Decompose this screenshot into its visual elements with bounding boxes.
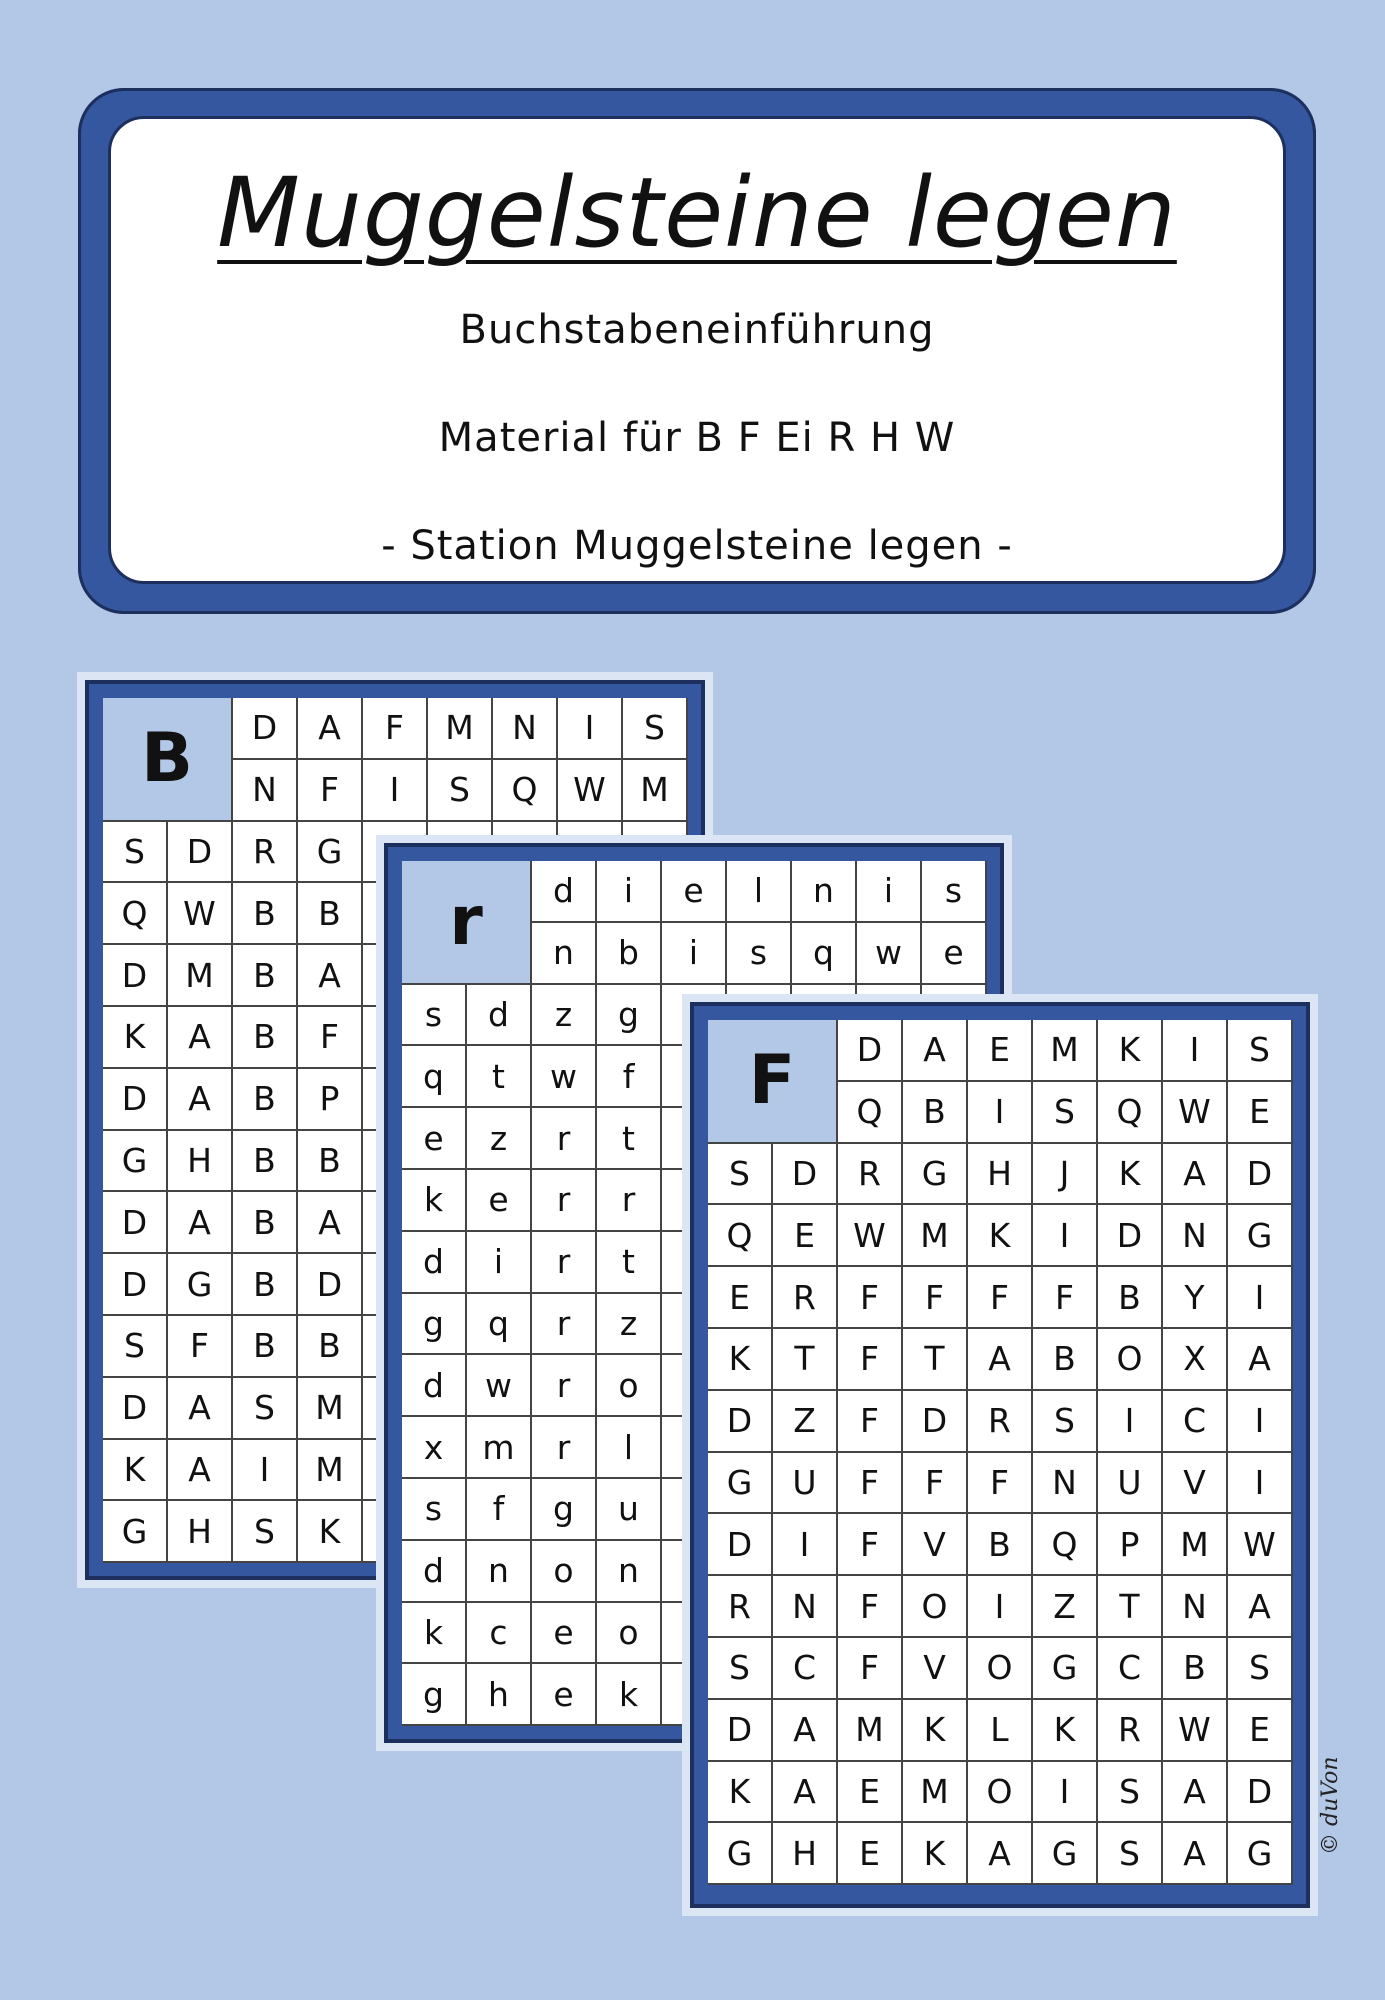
grid-cell: I: [558, 698, 623, 760]
grid-cell: d: [402, 1541, 467, 1603]
grid-cell: M: [903, 1205, 968, 1267]
grid-cell: R: [773, 1267, 838, 1329]
grid-cell: I: [1228, 1267, 1293, 1329]
grid-cell: M: [168, 945, 233, 1007]
grid-cell: J: [1033, 1144, 1098, 1206]
grid-cell: g: [532, 1479, 597, 1541]
grid-cell: g: [402, 1294, 467, 1356]
grid-cell: D: [103, 1254, 168, 1316]
grid-cell: M: [623, 760, 688, 822]
grid-cell: G: [903, 1144, 968, 1206]
grid-cell: B: [233, 1254, 298, 1316]
grid-cell: r: [532, 1417, 597, 1479]
grid-cell: k: [402, 1170, 467, 1232]
grid-cell: F: [838, 1391, 903, 1453]
grid-cell: E: [773, 1205, 838, 1267]
grid-cell: B: [233, 1131, 298, 1193]
grid-cell: T: [903, 1329, 968, 1391]
grid-cell: G: [103, 1501, 168, 1563]
grid-cell: L: [968, 1700, 1033, 1762]
grid-cell: A: [168, 1440, 233, 1502]
grid-cell: e: [532, 1664, 597, 1726]
grid-cell: r: [597, 1170, 662, 1232]
grid-cell: n: [597, 1541, 662, 1603]
grid-cell: D: [233, 698, 298, 760]
grid-cell: Q: [708, 1205, 773, 1267]
grid-cell: P: [298, 1069, 363, 1131]
grid-cell: S: [708, 1144, 773, 1206]
grid-cell: k: [597, 1664, 662, 1726]
grid-cell: D: [298, 1254, 363, 1316]
grid-cell: D: [903, 1391, 968, 1453]
grid-cell: D: [1228, 1762, 1293, 1824]
worksheet-f: [690, 1002, 1310, 1908]
grid-cell: D: [708, 1700, 773, 1762]
grid-cell: D: [103, 1192, 168, 1254]
grid-cell: G: [1033, 1823, 1098, 1885]
letter-grid: [708, 1020, 1293, 1885]
grid-cell: o: [597, 1603, 662, 1665]
grid-cell: V: [1163, 1453, 1228, 1515]
grid-cell: t: [597, 1108, 662, 1170]
grid-cell: e: [532, 1603, 597, 1665]
grid-cell: Y: [1163, 1267, 1228, 1329]
grid-cell: K: [298, 1501, 363, 1563]
grid-cell: O: [968, 1638, 1033, 1700]
grid-cell: r: [532, 1355, 597, 1417]
grid-cell: E: [838, 1823, 903, 1885]
grid-cell: M: [298, 1378, 363, 1440]
grid-cell: d: [532, 861, 597, 923]
grid-cell: W: [1228, 1514, 1293, 1576]
grid-cell: F: [968, 1453, 1033, 1515]
grid-cell: I: [968, 1082, 1033, 1144]
grid-cell: F: [838, 1576, 903, 1638]
grid-cell: A: [298, 1192, 363, 1254]
grid-cell: I: [233, 1440, 298, 1502]
grid-cell: S: [623, 698, 688, 760]
grid-cell: S: [708, 1638, 773, 1700]
grid-cell: A: [1228, 1329, 1293, 1391]
grid-cell: D: [103, 1378, 168, 1440]
grid-cell: E: [968, 1020, 1033, 1082]
grid-cell: H: [168, 1131, 233, 1193]
grid-cell: Z: [773, 1391, 838, 1453]
grid-cell: R: [233, 822, 298, 884]
grid-cell: r: [532, 1170, 597, 1232]
grid-cell: g: [402, 1664, 467, 1726]
grid-cell: Q: [493, 760, 558, 822]
grid-cell: A: [168, 1007, 233, 1069]
grid-cell: B: [1098, 1267, 1163, 1329]
grid-cell: I: [363, 760, 428, 822]
grid-cell: K: [103, 1007, 168, 1069]
grid-cell: K: [103, 1440, 168, 1502]
grid-cell: M: [1163, 1514, 1228, 1576]
grid-cell: b: [597, 923, 662, 985]
grid-cell: i: [662, 923, 727, 985]
grid-cell: A: [1228, 1576, 1293, 1638]
grid-cell: K: [708, 1762, 773, 1824]
grid-cell: l: [727, 861, 792, 923]
grid-cell: V: [903, 1514, 968, 1576]
grid-cell: D: [1098, 1205, 1163, 1267]
grid-cell: D: [1228, 1144, 1293, 1206]
grid-cell: D: [103, 1069, 168, 1131]
grid-cell: S: [103, 822, 168, 884]
grid-cell: K: [968, 1205, 1033, 1267]
grid-cell: G: [1228, 1823, 1293, 1885]
grid-cell: c: [467, 1603, 532, 1665]
grid-cell: z: [467, 1108, 532, 1170]
grid-cell: q: [792, 923, 857, 985]
grid-cell: V: [903, 1638, 968, 1700]
grid-cell: I: [1228, 1453, 1293, 1515]
grid-cell: e: [402, 1108, 467, 1170]
grid-cell: U: [1098, 1453, 1163, 1515]
grid-cell: D: [708, 1514, 773, 1576]
grid-cell: m: [467, 1417, 532, 1479]
grid-cell: e: [662, 861, 727, 923]
grid-cell: r: [532, 1108, 597, 1170]
grid-cell: F: [838, 1267, 903, 1329]
grid-cell: K: [903, 1823, 968, 1885]
grid-cell: E: [838, 1762, 903, 1824]
grid-cell: N: [1163, 1576, 1228, 1638]
grid-cell: s: [402, 1479, 467, 1541]
grid-cell: N: [1033, 1453, 1098, 1515]
grid-cell: A: [968, 1329, 1033, 1391]
grid-cell: F: [838, 1453, 903, 1515]
grid-cell: B: [1163, 1638, 1228, 1700]
grid-cell: M: [428, 698, 493, 760]
grid-cell: S: [1228, 1638, 1293, 1700]
grid-cell: S: [233, 1501, 298, 1563]
grid-cell: F: [903, 1453, 968, 1515]
grid-cell: R: [838, 1144, 903, 1206]
grid-cell: w: [532, 1046, 597, 1108]
grid-cell: s: [402, 985, 467, 1047]
grid-cell: B: [233, 1069, 298, 1131]
grid-cell: S: [428, 760, 493, 822]
target-letter: F: [708, 1020, 838, 1144]
grid-cell: A: [168, 1192, 233, 1254]
grid-cell: F: [1033, 1267, 1098, 1329]
grid-cell: W: [168, 883, 233, 945]
grid-cell: A: [298, 698, 363, 760]
grid-cell: D: [773, 1144, 838, 1206]
grid-cell: F: [363, 698, 428, 760]
grid-cell: U: [773, 1453, 838, 1515]
grid-cell: S: [1033, 1391, 1098, 1453]
grid-cell: A: [773, 1762, 838, 1824]
grid-cell: z: [532, 985, 597, 1047]
grid-cell: E: [708, 1267, 773, 1329]
grid-cell: f: [467, 1479, 532, 1541]
grid-cell: R: [968, 1391, 1033, 1453]
grid-cell: r: [532, 1232, 597, 1294]
grid-cell: o: [532, 1541, 597, 1603]
grid-cell: C: [773, 1638, 838, 1700]
grid-cell: B: [298, 883, 363, 945]
grid-cell: B: [233, 945, 298, 1007]
target-letter: B: [103, 698, 233, 822]
grid-cell: D: [708, 1391, 773, 1453]
grid-cell: I: [773, 1514, 838, 1576]
grid-cell: s: [727, 923, 792, 985]
grid-cell: C: [1163, 1391, 1228, 1453]
grid-cell: H: [968, 1144, 1033, 1206]
title-card: [108, 116, 1286, 584]
grid-cell: B: [233, 1007, 298, 1069]
grid-cell: u: [597, 1479, 662, 1541]
grid-cell: F: [838, 1329, 903, 1391]
grid-cell: x: [402, 1417, 467, 1479]
grid-cell: B: [233, 1316, 298, 1378]
grid-cell: Q: [1033, 1514, 1098, 1576]
grid-cell: I: [1163, 1020, 1228, 1082]
grid-cell: T: [1098, 1576, 1163, 1638]
grid-cell: G: [1033, 1638, 1098, 1700]
grid-cell: Q: [103, 883, 168, 945]
grid-cell: f: [597, 1046, 662, 1108]
grid-cell: O: [968, 1762, 1033, 1824]
grid-cell: X: [1163, 1329, 1228, 1391]
grid-cell: E: [1228, 1700, 1293, 1762]
grid-cell: H: [168, 1501, 233, 1563]
grid-cell: A: [298, 945, 363, 1007]
grid-cell: S: [103, 1316, 168, 1378]
grid-cell: n: [792, 861, 857, 923]
grid-cell: W: [1163, 1082, 1228, 1144]
grid-cell: G: [168, 1254, 233, 1316]
grid-cell: K: [708, 1329, 773, 1391]
grid-cell: A: [773, 1700, 838, 1762]
grid-cell: G: [298, 822, 363, 884]
grid-cell: O: [1098, 1329, 1163, 1391]
grid-cell: e: [922, 923, 987, 985]
grid-cell: M: [903, 1762, 968, 1824]
grid-cell: G: [103, 1131, 168, 1193]
grid-cell: e: [467, 1170, 532, 1232]
grid-cell: k: [402, 1603, 467, 1665]
grid-cell: B: [298, 1131, 363, 1193]
grid-cell: A: [168, 1378, 233, 1440]
grid-cell: F: [298, 1007, 363, 1069]
page-title: Muggelsteine legen: [217, 157, 1177, 269]
grid-cell: W: [838, 1205, 903, 1267]
grid-cell: I: [1098, 1391, 1163, 1453]
grid-cell: Q: [1098, 1082, 1163, 1144]
grid-cell: N: [493, 698, 558, 760]
grid-cell: G: [708, 1453, 773, 1515]
grid-cell: d: [467, 985, 532, 1047]
grid-cell: h: [467, 1664, 532, 1726]
grid-cell: I: [1228, 1391, 1293, 1453]
grid-cell: T: [773, 1329, 838, 1391]
grid-cell: S: [1033, 1082, 1098, 1144]
grid-cell: W: [558, 760, 623, 822]
grid-cell: F: [968, 1267, 1033, 1329]
material-line: Material für B F Ei R H W: [438, 415, 956, 461]
grid-cell: S: [233, 1378, 298, 1440]
grid-cell: W: [1163, 1700, 1228, 1762]
station-line: - Station Muggelsteine legen -: [381, 523, 1013, 569]
grid-cell: n: [532, 923, 597, 985]
grid-cell: H: [773, 1823, 838, 1885]
grid-cell: R: [1098, 1700, 1163, 1762]
grid-cell: F: [298, 760, 363, 822]
grid-cell: i: [597, 861, 662, 923]
grid-cell: D: [103, 945, 168, 1007]
grid-cell: t: [467, 1046, 532, 1108]
grid-cell: q: [467, 1294, 532, 1356]
subtitle: Buchstabeneinführung: [459, 307, 935, 353]
grid-cell: A: [1163, 1144, 1228, 1206]
grid-cell: P: [1098, 1514, 1163, 1576]
grid-cell: N: [1163, 1205, 1228, 1267]
grid-cell: F: [168, 1316, 233, 1378]
grid-cell: C: [1098, 1638, 1163, 1700]
grid-cell: S: [1098, 1823, 1163, 1885]
grid-cell: F: [838, 1514, 903, 1576]
grid-cell: R: [708, 1576, 773, 1638]
grid-cell: M: [298, 1440, 363, 1502]
grid-cell: G: [708, 1823, 773, 1885]
grid-cell: s: [922, 861, 987, 923]
copyright-mark: © duVon: [1318, 1756, 1343, 1855]
grid-cell: r: [532, 1294, 597, 1356]
grid-cell: B: [968, 1514, 1033, 1576]
grid-cell: S: [1228, 1020, 1293, 1082]
grid-cell: Z: [1033, 1576, 1098, 1638]
grid-cell: i: [857, 861, 922, 923]
grid-cell: B: [233, 883, 298, 945]
grid-cell: N: [773, 1576, 838, 1638]
grid-cell: F: [838, 1638, 903, 1700]
grid-cell: I: [1033, 1205, 1098, 1267]
grid-cell: w: [467, 1355, 532, 1417]
grid-cell: d: [402, 1355, 467, 1417]
grid-cell: N: [233, 760, 298, 822]
grid-cell: F: [903, 1267, 968, 1329]
grid-cell: g: [597, 985, 662, 1047]
grid-cell: S: [1098, 1762, 1163, 1824]
grid-cell: A: [1163, 1823, 1228, 1885]
grid-cell: D: [838, 1020, 903, 1082]
grid-cell: D: [168, 822, 233, 884]
grid-cell: K: [903, 1700, 968, 1762]
grid-cell: B: [1033, 1329, 1098, 1391]
grid-cell: o: [597, 1355, 662, 1417]
grid-cell: n: [467, 1541, 532, 1603]
grid-cell: d: [402, 1232, 467, 1294]
grid-cell: M: [838, 1700, 903, 1762]
grid-cell: q: [402, 1046, 467, 1108]
grid-cell: K: [1098, 1144, 1163, 1206]
grid-cell: K: [1098, 1020, 1163, 1082]
grid-cell: A: [168, 1069, 233, 1131]
grid-cell: E: [1228, 1082, 1293, 1144]
grid-cell: O: [903, 1576, 968, 1638]
grid-cell: w: [857, 923, 922, 985]
grid-cell: I: [1033, 1762, 1098, 1824]
grid-cell: Q: [838, 1082, 903, 1144]
grid-cell: A: [968, 1823, 1033, 1885]
grid-cell: B: [298, 1316, 363, 1378]
grid-cell: I: [968, 1576, 1033, 1638]
title-frame: [78, 88, 1316, 614]
grid-cell: t: [597, 1232, 662, 1294]
grid-cell: A: [903, 1020, 968, 1082]
target-letter: r: [402, 861, 532, 985]
grid-cell: A: [1163, 1762, 1228, 1824]
grid-cell: i: [467, 1232, 532, 1294]
grid-cell: G: [1228, 1205, 1293, 1267]
grid-cell: B: [233, 1192, 298, 1254]
grid-cell: K: [1033, 1700, 1098, 1762]
grid-cell: l: [597, 1417, 662, 1479]
grid-cell: M: [1033, 1020, 1098, 1082]
grid-cell: z: [597, 1294, 662, 1356]
grid-cell: B: [903, 1082, 968, 1144]
